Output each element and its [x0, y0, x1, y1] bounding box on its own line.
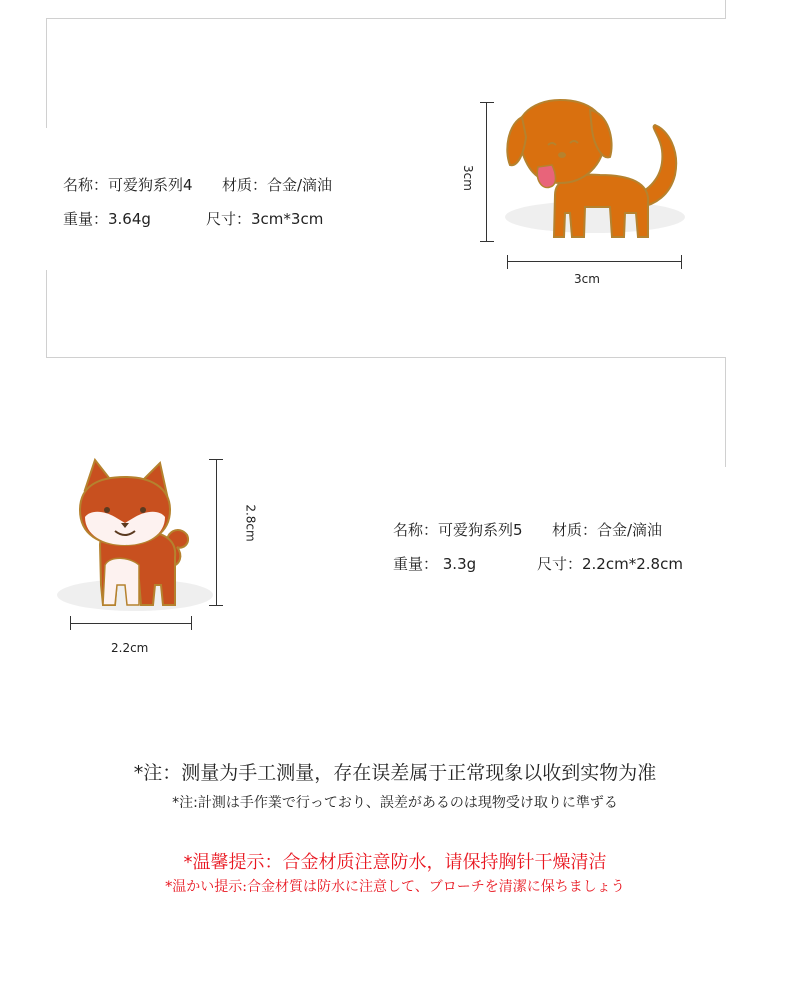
section1-frame-left-upper — [46, 18, 47, 128]
care-tip-cn: *温馨提示：合金材质注意防水，请保持胸针干燥清洁 — [183, 852, 607, 873]
product2-height-tick-bottom — [209, 605, 223, 606]
product1-material: 材质：合金/滴油 — [222, 176, 333, 194]
product1-width-line — [507, 261, 682, 262]
care-tip-jp: *温かい提示:合金材質は防水に注意して、ブローチを清潔に保ちましょう — [165, 879, 625, 895]
product1-tongue — [537, 165, 555, 188]
product2-height-tick-top — [209, 459, 223, 460]
product1-weight: 重量：3.64g — [63, 210, 151, 228]
product1-width-label: 3cm — [574, 272, 600, 286]
product2-height-label: 2.8cm — [243, 504, 258, 542]
measurement-note-jp: *注:計測は手作業で行っており、誤差があるのは現物受け取りに準ずる — [172, 795, 618, 811]
product2-name: 名称：可爱狗系列5 — [393, 521, 523, 539]
product1-size: 尺寸：3cm*3cm — [206, 210, 324, 228]
product1-dog-pin-image — [490, 95, 690, 245]
measurement-note-cn: *注：测量为手工测量，存在误差属于正常现象以收到实物为准 — [133, 762, 657, 784]
section1-frame-top — [46, 18, 726, 19]
product2-width-tick-left — [70, 616, 71, 630]
section2-frame-right — [725, 357, 726, 467]
product1-height-tick-top — [480, 102, 494, 103]
product2-height-line — [216, 459, 217, 606]
product2-material: 材质：合金/滴油 — [552, 521, 663, 539]
product2-width-label: 2.2cm — [111, 641, 149, 655]
product1-ear-left — [507, 117, 526, 165]
product2-width-tick-right — [191, 616, 192, 630]
product1-height-label: 3cm — [460, 165, 475, 191]
section1-frame-right — [725, 0, 726, 19]
section1-frame-left-lower — [46, 270, 47, 358]
section1-frame-bottom — [46, 357, 726, 358]
product2-shiba-pin-image — [55, 455, 215, 615]
product2-size: 尺寸：2.2cm*2.8cm — [537, 555, 683, 573]
product1-height-line — [486, 102, 487, 242]
product2-width-line — [70, 623, 192, 624]
product1-name: 名称：可爱狗系列4 — [63, 176, 193, 194]
product1-height-tick-bottom — [480, 241, 494, 242]
product2-weight: 重量： 3.3g — [393, 555, 477, 573]
product1-width-tick-right — [681, 255, 682, 269]
product1-width-tick-left — [507, 255, 508, 269]
